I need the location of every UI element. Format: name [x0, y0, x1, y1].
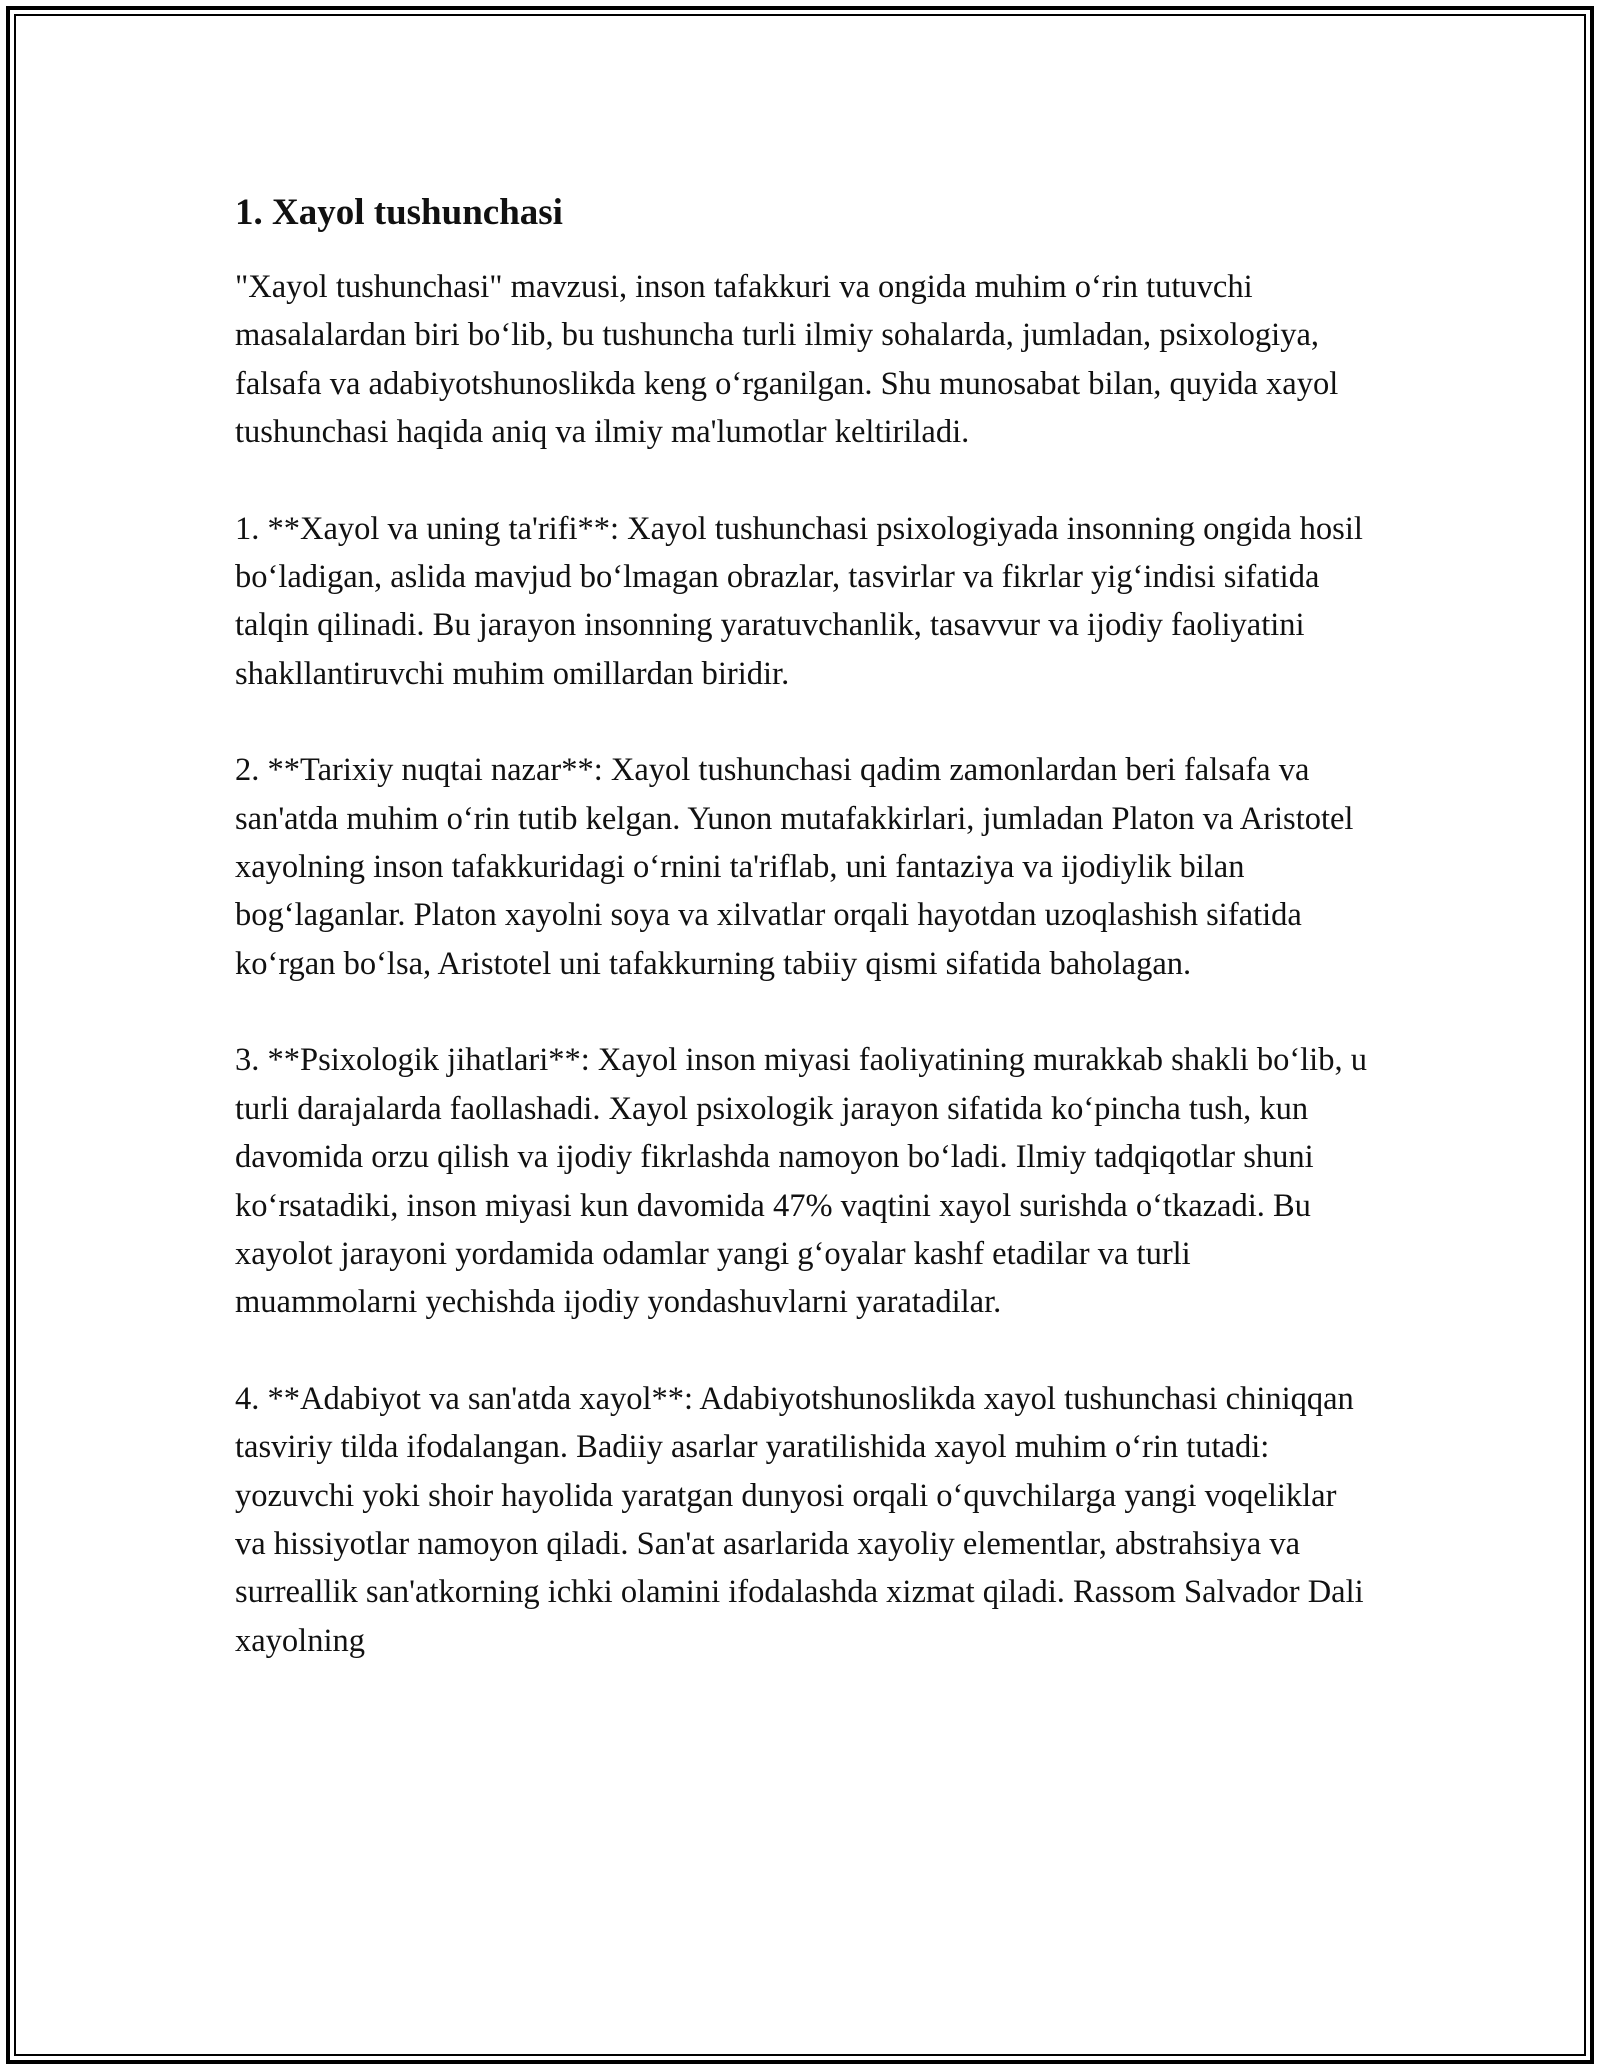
paragraph-definition: 1. **Xayol va uning ta'rifi**: Xayol tushunchasi psixologiyada insonning ongida hosil boʻladigan, aslida mavjud boʻlmagan obrazlar, tasvirlar va fikrlar yigʻindisi sifatida talqin qilinadi. Bu jarayon insonning yaratuvchanlik, tasavvur va ijodiy faoliyatini shakllantiruvchi muhim omillardan biridir.: [235, 510, 1363, 692]
paragraph-literature-art: 4. **Adabiyot va san'atda xayol**: Adabiyotshunoslikda xayol tushunchasi chiniqqan tasviriy tilda ifodalangan. Badiiy asarlar yaratilishida xayol muhim oʻrin tutadi: yozuvchi yoki shoir hayolida yaratgan dunyosi orqali oʻquvchilarga yangi voqeliklar va hissiyotlar namoyon qiladi. San'at asarlarida xayoliy elementlar, abstrahsiya va surreallik san'atkorning ichki olamini ifodalashda xizmat qiladi. Rassom Salvador Dali xayolning: [235, 1380, 1364, 1659]
paragraph-history: 2. **Tarixiy nuqtai nazar**: Xayol tushunchasi qadim zamonlardan beri falsafa va san'atda muhim oʻrin tutib kelgan. Yunon mutafakkirlari, jumladan Platon va Aristotel xayolning inson tafakkuridagi oʻrnini ta'riflab, uni fantaziya va ijodiylik bilan bogʻlaganlar. Platon xayolni soya va xilvatlar orqali hayotdan uzoqlashish sifatida koʻrgan boʻlsa, Aristotel uni tafakkurning tabiiy qismi sifatida baholagan.: [235, 752, 1354, 982]
section-heading: 1. Xayol tushunchasi: [235, 192, 563, 233]
document-body: [235, 185, 1370, 1713]
paragraph-intro: "Xayol tushunchasi" mavzusi, inson tafakkuri va ongida muhim oʻrin tutuvchi masalalardan biri boʻlib, bu tushuncha turli ilmiy sohalarda, jumladan, psixologiya, falsafa va adabiyotshunoslikda keng oʻrganilgan. Shu munosabat bilan, quyida xayol tushunchasi haqida aniq va ilmiy ma'lumotlar keltiriladi.: [235, 269, 1339, 451]
paragraph-psychology: 3. **Psixologik jihatlari**: Xayol inson miyasi faoliyatining murakkab shakli boʻlib, u turli darajalarda faollashadi. Xayol psixologik jarayon sifatida koʻpincha tush, kun davomida orzu qilish va ijodiy fikrlashda namoyon boʻladi. Ilmiy tadqiqotlar shuni koʻrsatadiki, inson miyasi kun davomida 47% vaqtini xayol surishda oʻtkazadi. Bu xayolot jarayoni yordamida odamlar yangi gʻoyalar kashf etadilar va turli muammolarni yechishda ijodiy yondashuvlarni yaratadilar.: [235, 1042, 1367, 1321]
